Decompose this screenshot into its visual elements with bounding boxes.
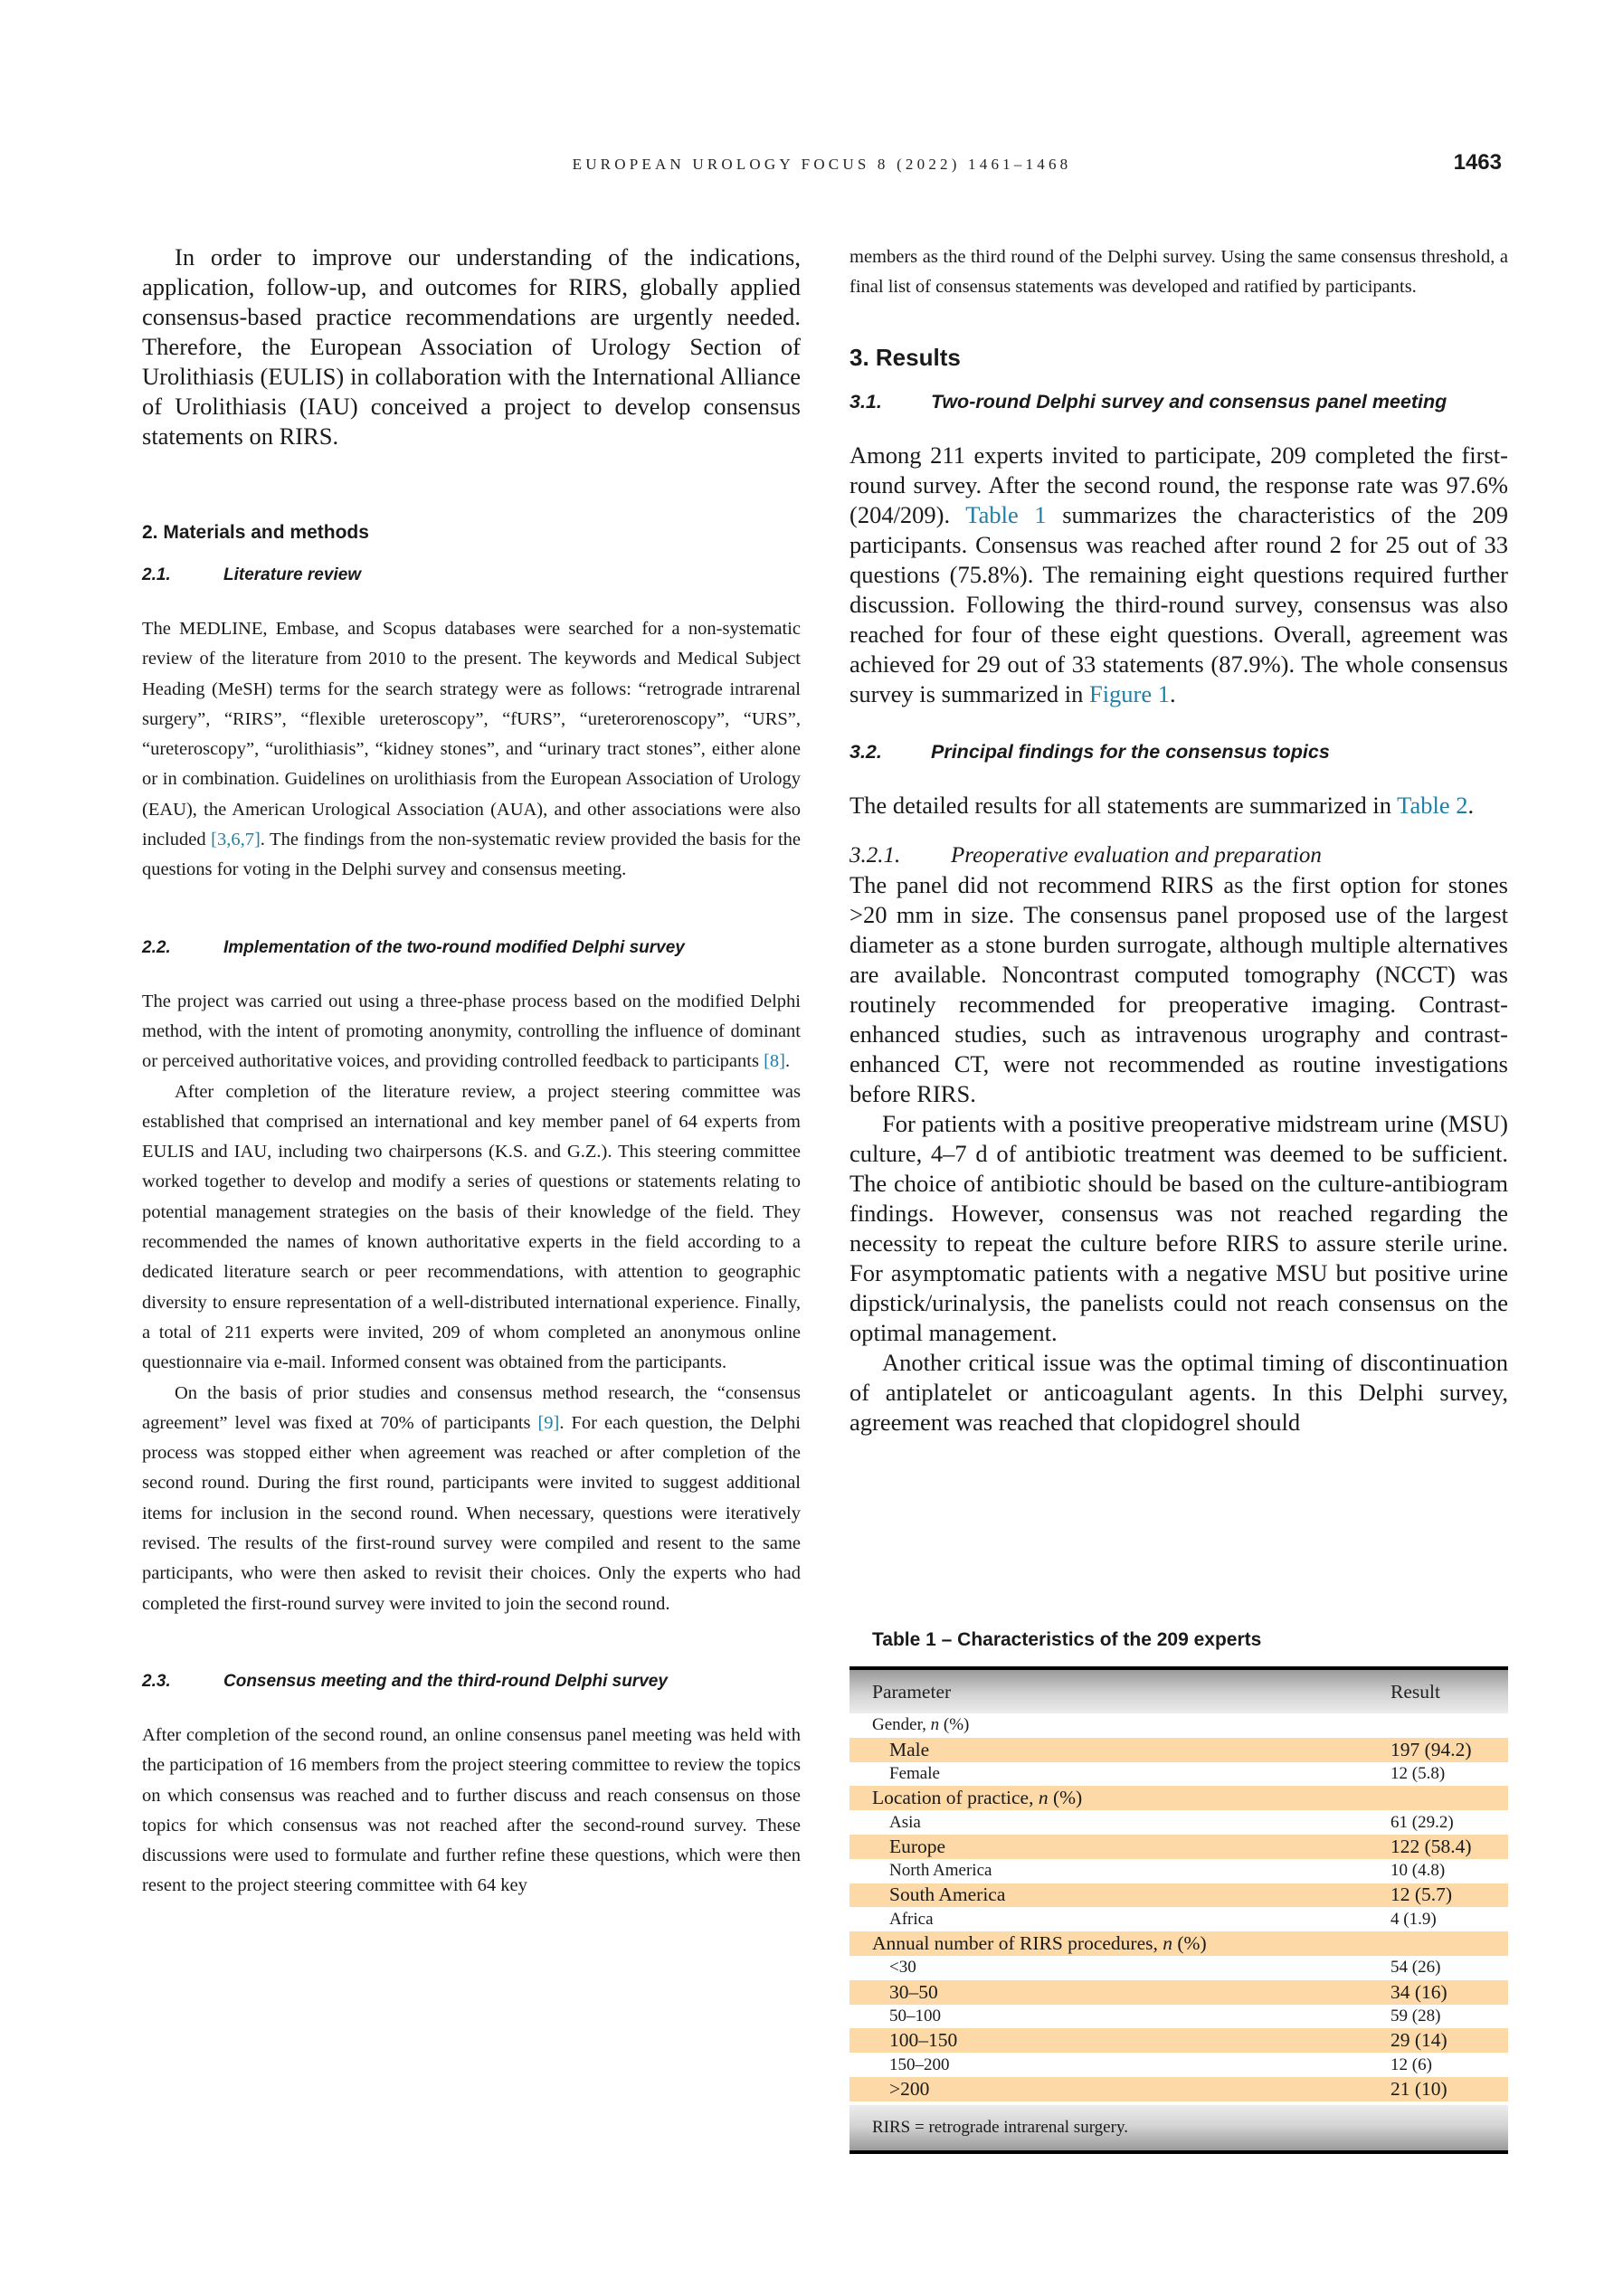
subsection-2-3-heading: 2.3. Consensus meeting and the third-round Delphi survey	[142, 1671, 668, 1691]
header-result: Result	[1390, 1680, 1440, 1703]
preoperative-paragraph-3: Another critical issue was the optimal timing of discontinuation of antiplatelet or anticoagulant agents. In this Delphi survey, agreement was reached that clopidogrel should	[849, 1348, 1508, 1436]
delphi-results-paragraph: Among 211 experts invited to participate, 209 completed the first-round survey. After the second round, the response rate was 97.6% (204/209). Table 1 summarizes the characteristics of the 209 participants. Consensus was reached after round 2 for 25 out of 33 questions (75.8%). The remaining eight questions required further discussion. Following the third-round survey, consensus was also reached for four of these eight questions. Overall, agreement was achieved for 29 out of 33 statements (87.9%). The whole consensus survey is summarized in Figure 1.	[849, 441, 1508, 707]
journal-title: EUROPEAN UROLOGY FOCUS 8 (2022) 1461–1468	[572, 156, 1072, 173]
table-row: Female 12 (5.8)	[889, 1763, 1446, 1783]
subsection-2-1-heading	[142, 564, 801, 587]
table-row: 50–100 59 (28)	[889, 2006, 1441, 2026]
section-2-title: 2. Materials and methods	[142, 522, 369, 543]
table-row: >200 21 (10)	[849, 2077, 1508, 2102]
table-row: Asia 61 (29.2)	[889, 1812, 1454, 1832]
table-caption: Table 1 – Characteristics of the 209 experts	[872, 1629, 1262, 1650]
principal-findings-paragraph: The detailed results for all statements are summarized in Table 2.	[849, 791, 1475, 819]
preoperative-paragraph-2: For patients with a positive preoperative midstream urine (MSU) culture, 4–7 d of antibiotic treatment was deemed to be sufficient. The choice of antibiotic should be based on the culture-antibiogram findings. However, consensus was not reached regarding the necessity to repeat the culture before RIRS to assure sterile urine. For asymptomatic patients with a negative MSU but positive urine dipstick/urinalysis, the panelists could not reach consensus on the optimal management.	[849, 1109, 1508, 1346]
table-1-link[interactable]: Table 1	[965, 500, 1047, 528]
section-3-title: 3. Results	[849, 343, 961, 371]
consensus-meeting-text: After completion of the second round, an online consensus panel meeting was held with the participation of 16 members from the project steering committee to review the topics on which consensus was reached and to further discuss and reach consensus on those topics for which consensus was not reached after the second-round survey. These discussions were used to formulate and further refine these questions, which were then resent to the project steering committee with 64 key	[142, 1724, 801, 1896]
continuation-paragraph: members as the third round of the Delphi survey. Using the same consensus threshold, a final list of consensus statements was developed and ratified by participants.	[849, 247, 1508, 298]
subsection-3-1-heading: 3.1. Two-round Delphi survey and consensus panel meeting	[849, 390, 1447, 413]
intro-paragraph: In order to improve our understanding of the indications, application, follow-up, and outcomes for RIRS, globally applied consensus-based practice recommendations are urgently needed. Therefore, the European Association of Urology Section of Urolithiasis (EULIS) in collaboration with the International Alliance of Urolithiasis (IAU) conceived a project to develop consensus statements on RIRS.	[142, 243, 801, 450]
table-2-link[interactable]: Table 2	[1397, 791, 1468, 819]
steering-committee-paragraph: After completion of the literature review, a project steering committee was established that comprised an international and key member panel of 64 experts from EULIS and IAU, including two chairpersons (K.S. and G.Z.). This steering committee worked together to develop and modify a series of questions or statements relating to potential management strategies on the basis of their knowledge of the field. They recommended the names of known authoritative experts in the field according to a dedicated literature search or peer recommendations, with attention to geographic diversity to ensure representation of a well-distributed international experience. Finally, a total of 211 experts were invited, 209 of whom completed an anonymous online questionnaire via e-mail. Informed consent was obtained from the participants.	[142, 1081, 801, 1373]
group-row-gender: Gender, n (%)	[872, 1715, 970, 1735]
table-row: Africa 4 (1.9)	[889, 1909, 1437, 1929]
group-row-procedures: Annual number of RIRS procedures, n (%)	[849, 1931, 1508, 1956]
figure-1-link[interactable]: Figure 1	[1088, 679, 1171, 707]
right-column	[849, 242, 1508, 1437]
citation-link[interactable]: [3,6,7]	[211, 830, 261, 850]
delphi-method-paragraph: The project was carried out using a three-phase process based on the modified Delphi method, with the intent of promoting anonymity, controlling the influence of dominant or perceived authoritative voices, and providing controlled feedback to participants [8].	[142, 991, 801, 1072]
subsection-2-2-heading: 2.2. Implementation of the two-round modified Delphi survey	[142, 937, 685, 957]
subsection-title: Preoperative evaluation and preparation	[951, 842, 1322, 868]
table-footnote: RIRS = retrograde intrarenal surgery.	[849, 2105, 1508, 2154]
table-row: Europe 122 (58.4)	[849, 1835, 1508, 1859]
table-row: Male 197 (94.2)	[849, 1738, 1508, 1762]
subsection-title: Consensus meeting and the third-round Delphi survey	[223, 1671, 668, 1691]
subsection-title: Two-round Delphi survey and consensus panel meeting	[931, 390, 1447, 413]
subsection-3-2-heading: 3.2. Principal findings for the consensus topics	[849, 740, 1330, 763]
table-row: North America 10 (4.8)	[889, 1861, 1446, 1881]
left-column	[142, 242, 801, 1902]
subsection-3-2-1-heading: 3.2.1. Preoperative evaluation and preparation	[849, 842, 1322, 868]
page-number: 1463	[1453, 150, 1502, 175]
citation-link[interactable]: [9]	[537, 1412, 560, 1433]
header-parameter: Parameter	[872, 1680, 952, 1703]
table-row: 30–50 34 (16)	[849, 1980, 1508, 2005]
table-header-row	[849, 1666, 1508, 1713]
table-body	[849, 1666, 1508, 2154]
subsection-title: Literature review	[223, 565, 362, 584]
table-1	[849, 1627, 1508, 2154]
consensus-agreement-paragraph: On the basis of prior studies and consensus method research, the “consensus agreement” level was fixed at 70% of participants [9]. For each question, the Delphi process was stopped either when agreement was reached or after completion of the second round. During the first round, participants were invited to suggest additional items for inclusion in the second round. When necessary, questions were iteratively revised. The results of the first-round survey were compiled and resent to the same participants, who were then asked to revisit their choices. Only the experts who had completed the first-round survey were invited to join the second round.	[142, 1382, 801, 1614]
preoperative-paragraph-1: The panel did not recommend RIRS as the first option for stones >20 mm in size. The consensus panel proposed use of the largest diameter as a stone burden surrogate, although multiple alternatives are available. Noncontrast computed tomography (NCCT) was routinely recommended for preoperative imaging. Contrast-enhanced studies, such as intravenous urography and contrast-enhanced CT, were not recommended as routine investigations before RIRS.	[849, 870, 1508, 1107]
subsection-number: 2.1.	[142, 565, 171, 584]
subsection-title: Principal findings for the consensus topics	[931, 740, 1330, 763]
table-row: South America 12 (5.7)	[849, 1883, 1508, 1908]
citation-link[interactable]: [8]	[764, 1051, 785, 1072]
literature-review-text: The MEDLINE, Embase, and Scopus databases were searched for a non-systematic review of the literature from 2010 to the present. The keywords and Medical Subject Heading (MeSH) terms for the search strategy were as follows: “retrograde intrarenal surgery”, “RIRS”, “flexible ureteroscopy”, “fURS”, “ureterorenoscopy”, “URS”, “ureteroscopy”, “urolithiasis”, “kidney stones”, and “urinary tract stones”, either alone or in combination. Guidelines on urolithiasis from the European Association of Urology (EAU), the American Urological Association (AUA), and other associations were also included [3,6,7]. The findings from the non-systematic review provided the basis for the questions for voting in the Delphi survey and consensus meeting.	[142, 619, 802, 880]
group-row-location: Location of practice, n (%)	[849, 1786, 1508, 1810]
running-header	[142, 150, 1502, 192]
table-row: <30 54 (26)	[889, 1958, 1441, 1978]
subsection-title: Implementation of the two-round modified Delphi survey	[223, 937, 685, 957]
table-row: 100–150 29 (14)	[849, 2028, 1508, 2053]
table-row: 150–200 12 (6)	[889, 2054, 1432, 2074]
